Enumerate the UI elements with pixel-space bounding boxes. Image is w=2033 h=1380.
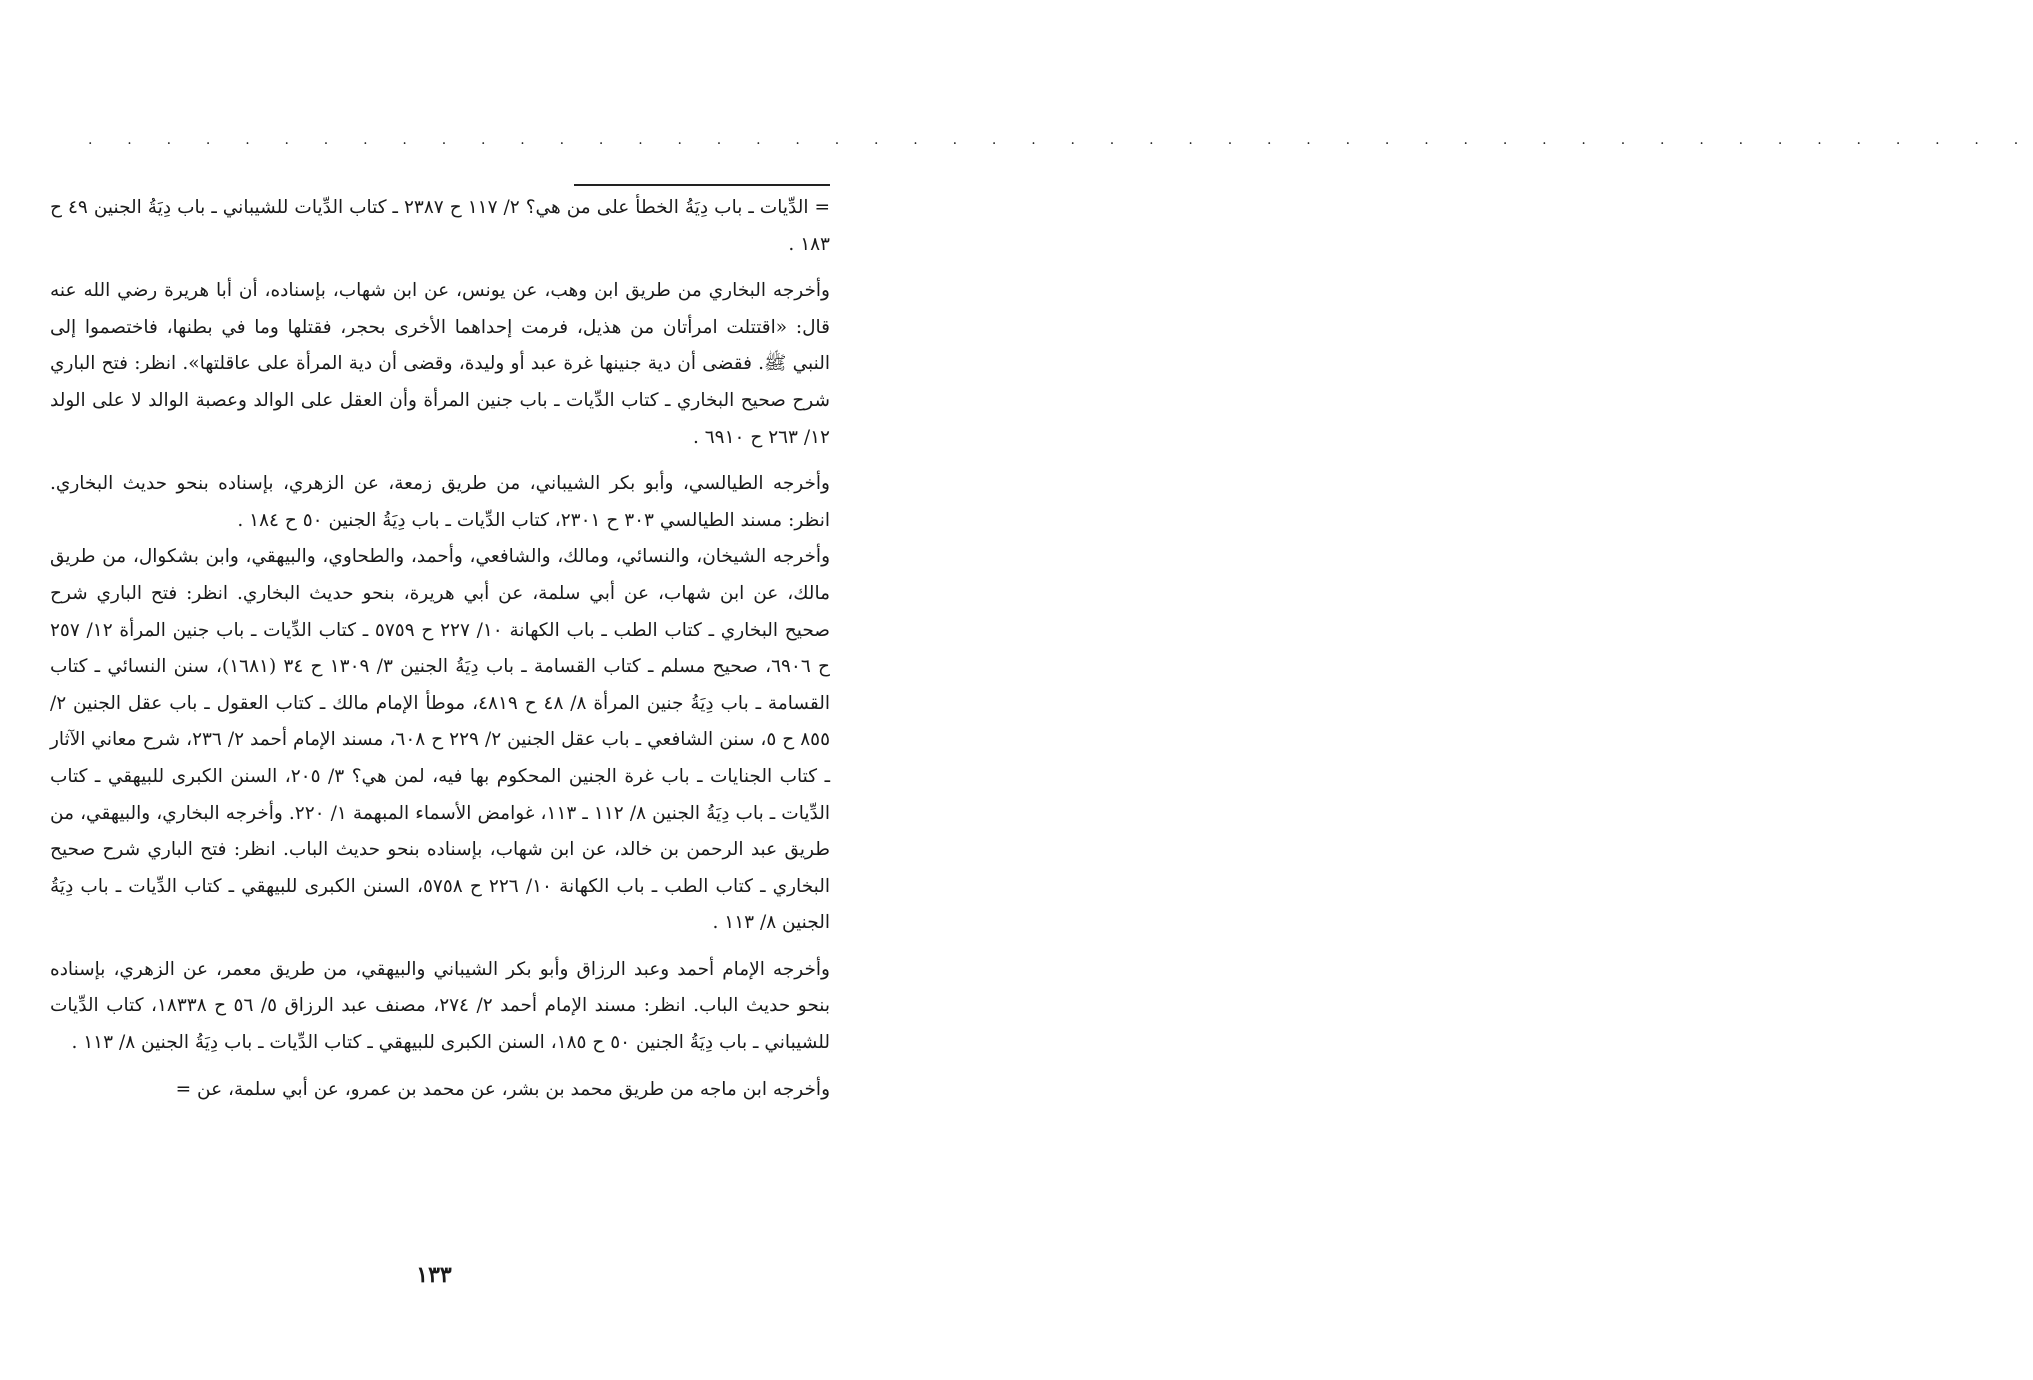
dotted-separator: . . . . . . . . . . . . . . . . . . . . . . . . . . . . . . . . . . . . . . . . . . . . . . . . . .	[88, 132, 2033, 148]
paragraph-tayalisi: وأخرجه الطيالسي، وأبو بكر الشيباني، من طريق زمعة، عن الزهري، بإسناده بنحو حديث البخاري. انظر: مسند الطيالسي ٣٠٣ ح ٢٣٠١، كتاب الدِّيات ـ باب دِيَةُ الجنين ٥٠ ح ١٨٤ .	[50, 473, 830, 531]
paragraph-ahmad-abdurrazzaq: وأخرجه الإمام أحمد وعبد الرزاق وأبو بكر الشيباني والبيهقي، من طريق معمر، عن الزهري، بإسناده بنحو حديث الباب. انظر: مسند الإمام أحمد ٢/ ٢٧٤، مصنف عبد الرزاق ٥/ ٥٦ ح ١٨٣٣٨، كتاب الدِّيات للشيباني ـ باب دِيَةُ الجنين ٥٠ ح ١٨٥، السنن الكبرى للبيهقي ـ كتاب الدِّيات ـ باب دِيَةُ الجنين ٨/ ١١٣ .	[50, 958, 830, 1054]
paragraph-shaykhan: وأخرجه الشيخان، والنسائي، ومالك، والشافعي، وأحمد، والطحاوي، والبيهقي، وابن بشكوال، من طريق مالك، عن ابن شهاب، عن أبي سلمة، عن أبي هريرة، بنحو حديث البخاري. انظر: فتح الباري شرح صحيح البخاري ـ كتاب الطب ـ باب الكهانة ١٠/ ٢٢٧ ح ٥٧٥٩ ـ كتاب الدِّيات ـ باب جنين المرأة ١٢/ ٢٥٧ ح ٦٩٠٦، صحيح مسلم ـ كتاب القسامة ـ باب دِيَةُ الجنين ٣/ ١٣٠٩ ح ٣٤ (١٦٨١)، سنن النسائي ـ كتاب القسامة ـ باب دِيَةُ جنين المرأة ٨/ ٤٨ ح ٤٨١٩، موطأ الإمام مالك ـ كتاب العقول ـ باب عقل الجنين ٢/ ٨٥٥ ح ٥، سنن الشافعي ـ باب عقل الجنين ٢/ ٢٢٩ ح ٦٠٨، مسند الإمام أحمد ٢/ ٢٣٦، شرح معاني الآثار ـ كتاب الجنايات ـ باب غرة الجنين المحكوم بها فيه، لمن هي؟ ٣/ ٢٠٥، السنن الكبرى للبيهقي ـ كتاب الدِّيات ـ باب دِيَةُ الجنين ٨/ ١١٢ ـ ١١٣، غوامض الأسماء المبهمة ١/ ٢٢٠. وأخرجه البخاري، والبيهقي، من طريق عبد الرحمن بن خالد، عن ابن شهاب، بإسناده بنحو حديث الباب. انظر: فتح الباري شرح صحيح البخاري ـ كتاب الطب ـ باب الكهانة ١٠/ ٢٢٦ ح ٥٧٥٨، السنن الكبرى للبيهقي ـ كتاب الدِّيات ـ باب دِيَةُ الجنين ٨/ ١١٣ .	[50, 546, 831, 934]
footnote-rule	[574, 184, 830, 186]
paragraph-ibn-majah: وأخرجه ابن ماجه من طريق محمد بن بشر، عن محمد بن عمرو، عن أبي سلمة، عن =	[175, 1078, 830, 1100]
footnote-text	[50, 190, 830, 1108]
paragraph-continuation: = الدِّيات ـ باب دِيَةُ الخطأ على من هي؟ ٢/ ١١٧ ح ٢٣٨٧ ـ كتاب الدِّيات للشيباني ـ باب دِيَةُ الجنين ٤٩ ح ١٨٣ .	[50, 197, 830, 255]
paragraph-bukhari-ibn-wahb: وأخرجه البخاري من طريق ابن وهب، عن يونس، عن ابن شهاب، بإسناده، أن أبا هريرة رضي الله عنه قال: «اقتتلت امرأتان من هذيل، فرمت إحداهما الأخرى بحجر، فقتلها وما في بطنها، فاختصموا إلى النبي ﷺ. فقضى أن دية جنينها غرة عبد أو وليدة، وقضى أن دية المرأة على عاقلتها». انظر: فتح الباري شرح صحيح البخاري ـ كتاب الدِّيات ـ باب جنين المرأة وأن العقل على الوالد وعصبة الوالد لا على الولد ١٢/ ٢٦٣ ح ٦٩١٠ .	[50, 280, 830, 448]
page-number: ١٣٣	[416, 1262, 452, 1288]
